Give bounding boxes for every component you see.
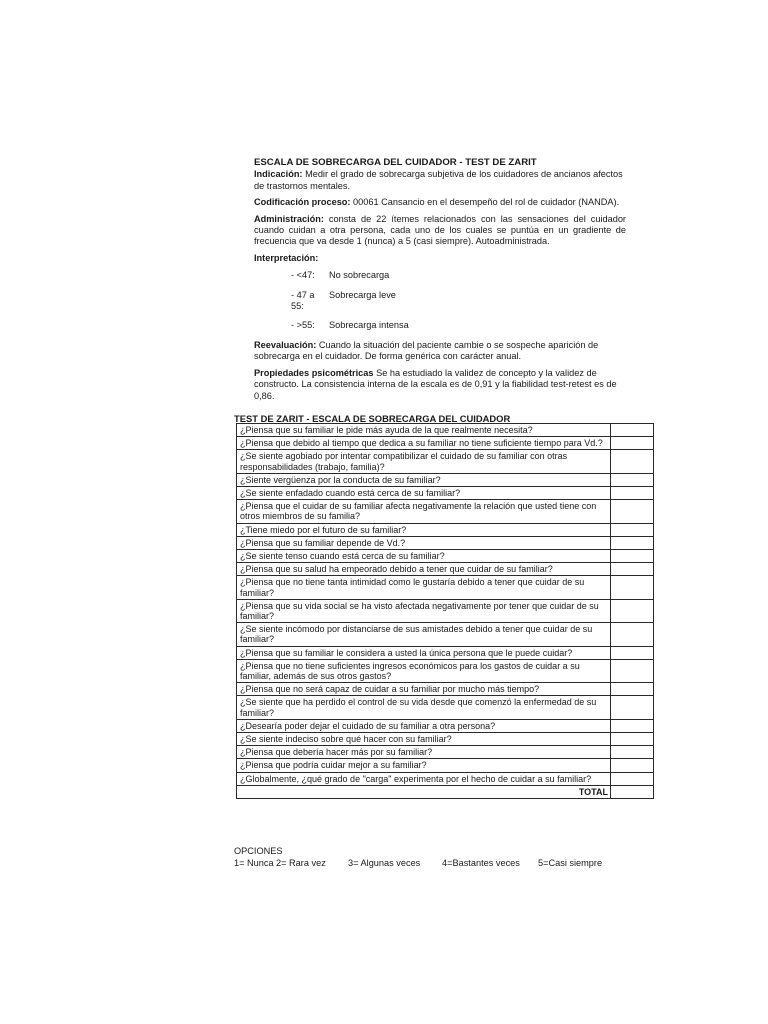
question-text: ¿Siente vergüenza por la conducta de su familiar? — [237, 473, 611, 486]
question-text: ¿Se siente agobiado por intentar compatibilizar el cuidado de su familiar con otras responsabilidades (trabajo, familia)? — [237, 450, 611, 473]
interpretacion-text: Sobrecarga intensa — [329, 320, 409, 331]
question-text: ¿Piensa que no tiene suficientes ingresos económicos para los gastos de cuidar a su familiar, además de sus otros gastos? — [237, 659, 611, 682]
question-row — [237, 696, 654, 719]
question-row — [237, 599, 654, 622]
total-label: TOTAL — [237, 785, 611, 798]
answer-cell[interactable] — [611, 437, 654, 450]
reevaluacion-paragraph — [254, 340, 626, 363]
question-row — [237, 550, 654, 563]
question-row — [237, 733, 654, 746]
interpretacion-label: Interpretación: — [254, 252, 319, 263]
question-text: ¿Piensa que su familiar le pide más ayuda de la que realmente necesita? — [237, 424, 611, 437]
interpretacion-item — [291, 290, 626, 313]
question-text: ¿Se siente indeciso sobre qué hacer con su familiar? — [237, 733, 611, 746]
answer-cell[interactable] — [611, 424, 654, 437]
administracion-label: Administración: — [254, 213, 324, 224]
answer-cell[interactable] — [611, 646, 654, 659]
zarit-test-table — [236, 423, 654, 799]
question-text: ¿Piensa que el cuidar de su familiar afecta negativamente la relación que usted tiene con otros miembros de su familia? — [237, 500, 611, 523]
question-row — [237, 424, 654, 437]
question-row — [237, 746, 654, 759]
option-item: 1= Nunca — [234, 857, 274, 868]
answer-cell[interactable] — [611, 473, 654, 486]
question-row — [237, 646, 654, 659]
reevaluacion-text: Cuando la situación del paciente cambie o se sospeche aparición de sobrecarga en el cuidador. De forma genérica con carácter anual. — [254, 339, 599, 362]
question-text: ¿Piensa que podría cuidar mejor a su familiar? — [237, 759, 611, 772]
question-row — [237, 473, 654, 486]
propiedades-label: Propiedades psicométricas — [254, 367, 374, 378]
total-row — [237, 785, 654, 798]
question-text: ¿Piensa que no será capaz de cuidar a su familiar por mucho más tiempo? — [237, 683, 611, 696]
codificacion-label: Codificación proceso: — [254, 197, 351, 208]
answer-cell[interactable] — [611, 576, 654, 599]
codificacion-paragraph — [254, 197, 626, 208]
question-text: ¿Piensa que su familiar le considera a usted la única persona que le puede cuidar? — [237, 646, 611, 659]
question-row — [237, 523, 654, 536]
administracion-text: consta de 22 ítemes relacionados con las sensaciones del cuidador cuando cuidan a otra persona, cada uno de los cuales se puntúa en un gradiente de frecuencia que va desde 1 (nunca) a 5 (casi siempre). Autoadministrada. — [254, 213, 626, 247]
indicacion-paragraph — [254, 169, 626, 192]
options-title: OPCIONES — [234, 846, 283, 856]
answer-cell[interactable] — [611, 772, 654, 785]
question-row — [237, 563, 654, 576]
test-body — [237, 424, 654, 799]
question-row — [237, 683, 654, 696]
option-item: 4=Bastantes veces — [442, 857, 520, 868]
question-text: ¿Piensa que su salud ha empeorado debido a tener que cuidar de su familiar? — [237, 563, 611, 576]
interpretacion-item — [291, 320, 626, 331]
answer-cell[interactable] — [611, 500, 654, 523]
question-row — [237, 759, 654, 772]
question-text: ¿Se siente incómodo por distanciarse de sus amistades debido a tener que cuidar de su familiar? — [237, 623, 611, 646]
answer-cell[interactable] — [611, 536, 654, 549]
interpretacion-text: No sobrecarga — [329, 270, 390, 281]
answer-cell[interactable] — [611, 623, 654, 646]
answer-cell[interactable] — [611, 450, 654, 473]
question-text: ¿Se siente tenso cuando está cerca de su familiar? — [237, 550, 611, 563]
interpretacion-item — [291, 270, 626, 281]
answer-cell[interactable] — [611, 487, 654, 500]
question-text: ¿Se siente enfadado cuando está cerca de su familiar? — [237, 487, 611, 500]
answer-cell[interactable] — [611, 759, 654, 772]
question-text: ¿Tiene miedo por el futuro de su familiar? — [237, 523, 611, 536]
question-row — [237, 623, 654, 646]
answer-cell[interactable] — [611, 550, 654, 563]
answer-cell[interactable] — [611, 746, 654, 759]
question-text: ¿Piensa que debería hacer más por su familiar? — [237, 746, 611, 759]
interpretacion-range: - >55: — [291, 320, 315, 331]
option-item: 5=Casi siempre — [538, 857, 603, 868]
answer-cell[interactable] — [611, 719, 654, 732]
question-row — [237, 500, 654, 523]
question-text: ¿Globalmente, ¿qué grado de "carga" experimenta por el hecho de cuidar a su familiar? — [237, 772, 611, 785]
administracion-paragraph — [254, 214, 626, 248]
interpretacion-text: Sobrecarga leve — [329, 289, 396, 300]
question-row — [237, 487, 654, 500]
question-row — [237, 659, 654, 682]
interpretacion-list — [291, 270, 626, 332]
question-row — [237, 772, 654, 785]
question-row — [237, 576, 654, 599]
option-item: 2= Rara vez — [276, 857, 326, 868]
question-row — [237, 437, 654, 450]
total-cell[interactable] — [611, 785, 654, 798]
answer-cell[interactable] — [611, 659, 654, 682]
answer-cell[interactable] — [611, 683, 654, 696]
propiedades-text: Se ha estudiado la validez de concepto y la validez de constructo. La consistencia interna de la escala es de 0,91 y la fiabilidad test-retest es de 0,86. — [254, 367, 617, 401]
answer-cell[interactable] — [611, 563, 654, 576]
reevaluacion-label: Reevaluación: — [254, 339, 317, 350]
answer-cell[interactable] — [611, 733, 654, 746]
question-text: ¿Piensa que debido al tiempo que dedica a su familiar no tiene suficiente tiempo para Vd.? — [237, 437, 611, 450]
interpretacion-range: - 47 a 55: — [291, 289, 315, 312]
scale-info-block — [254, 157, 626, 407]
question-text: ¿Piensa que su vida social se ha visto afectada negativamente por tener que cuidar de su familiar? — [237, 599, 611, 622]
question-row — [237, 536, 654, 549]
propiedades-paragraph — [254, 368, 626, 402]
test-title: TEST DE ZARIT - ESCALA DE SOBRECARGA DEL CUIDADOR — [234, 413, 511, 424]
indicacion-text: Medir el grado de sobrecarga subjetiva de los cuidadores de ancianos afectos de trastornos mentales. — [254, 169, 623, 191]
indicacion-label: Indicación: — [254, 169, 303, 180]
question-text: ¿Desearía poder dejar el cuidado de su familiar a otra persona? — [237, 719, 611, 732]
question-text: ¿Se siente que ha perdido el control de su vida desde que comenzó la enfermedad de su familiar? — [237, 696, 611, 719]
options-block — [234, 846, 616, 869]
option-item: 3= Algunas veces — [348, 857, 421, 868]
answer-cell[interactable] — [611, 599, 654, 622]
options-row — [234, 858, 616, 870]
answer-cell[interactable] — [611, 696, 654, 719]
interpretacion-range: - <47: — [291, 270, 315, 281]
question-row — [237, 719, 654, 732]
question-row — [237, 450, 654, 473]
scale-title: ESCALA DE SOBRECARGA DEL CUIDADOR - TEST DE ZARIT — [254, 157, 537, 168]
question-text: ¿Piensa que su familiar depende de Vd.? — [237, 536, 611, 549]
codificacion-text: 00061 Cansancio en el desempeño del rol de cuidador (NANDA). — [353, 197, 620, 208]
question-text: ¿Piensa que no tiene tanta intimidad como le gustaría debido a tener que cuidar de su familiar? — [237, 576, 611, 599]
answer-cell[interactable] — [611, 523, 654, 536]
